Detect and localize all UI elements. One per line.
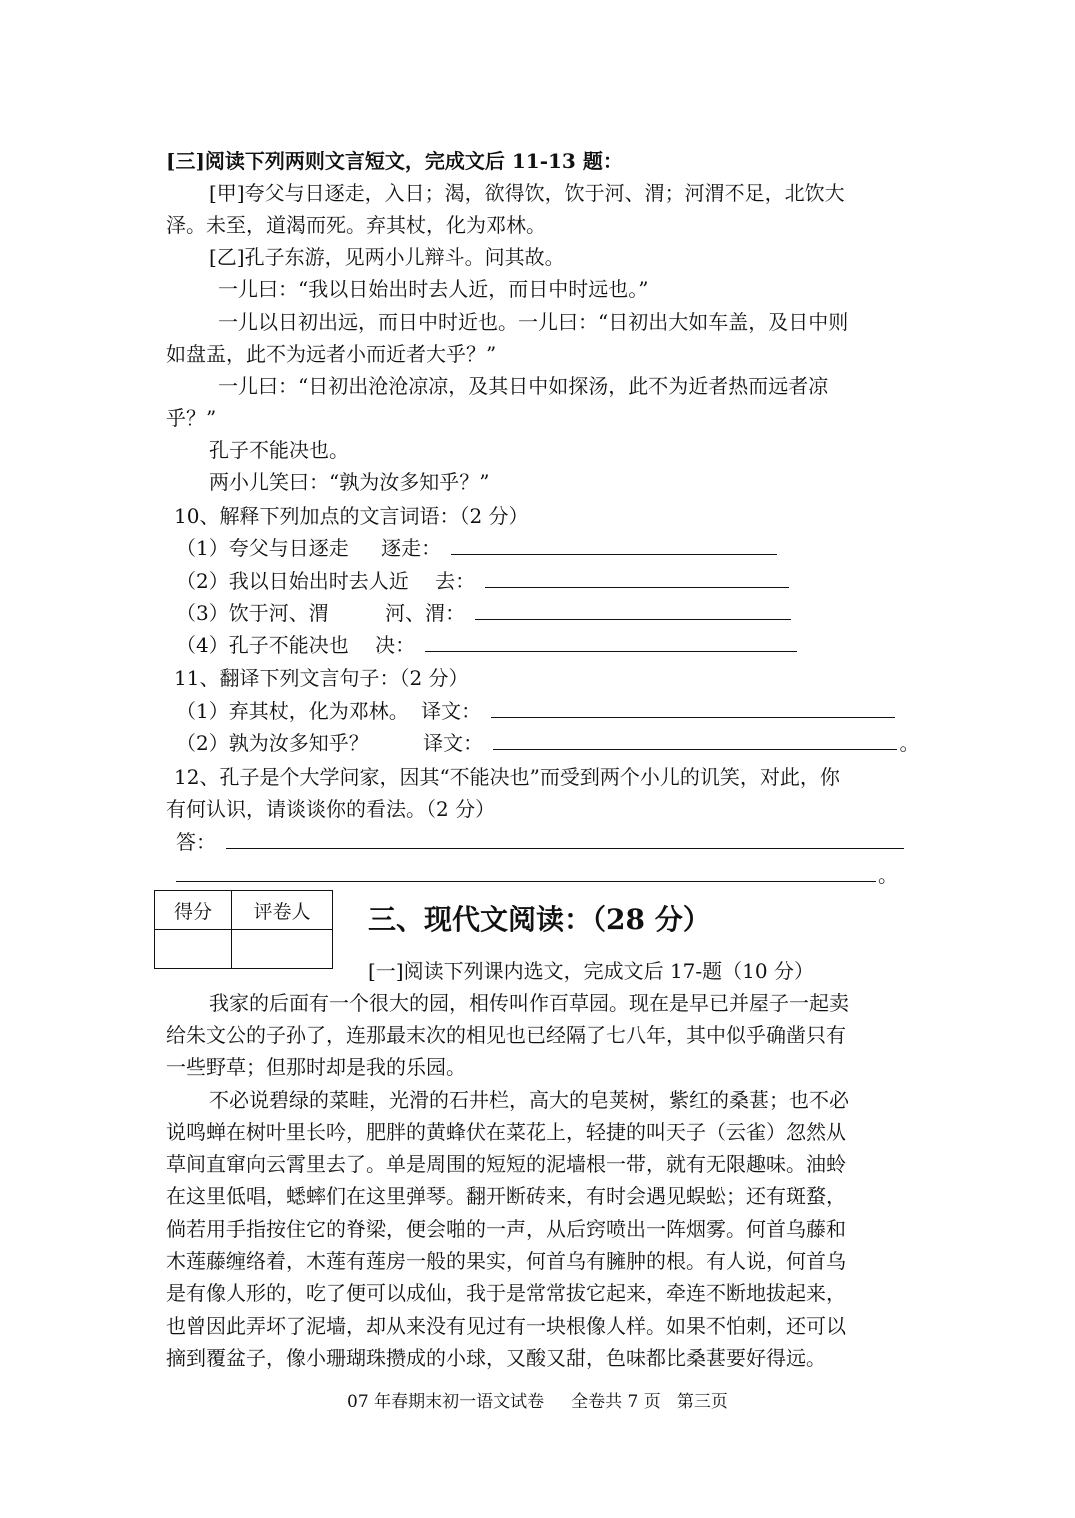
q10-item-2: [176, 568, 789, 594]
score-table: [154, 890, 333, 969]
answer-blank[interactable]: [176, 863, 876, 882]
section-title: 三、现代文阅读：（28 分）: [368, 903, 711, 936]
q10-item-sentence: （3）饮于河、渭: [176, 601, 329, 625]
passage-line: 木莲藤缠络着，木莲有莲房一般的果实，何首乌有臃肿的根。有人说，何首乌: [166, 1249, 846, 1273]
question-12-line: 有何认识，请谈谈你的看法。（2 分）: [166, 797, 496, 821]
passage-line: 摘到覆盆子，像小珊瑚珠攒成的小球，又酸又甜，色味都比桑葚要好得远。: [166, 1346, 826, 1370]
passage-line: 倘若用手指按住它的脊梁，便会啪的一声，从后窍喷出一阵烟雾。何首乌藤和: [166, 1217, 846, 1241]
score-header: 得分: [155, 891, 232, 930]
answer-blank[interactable]: [475, 601, 791, 620]
q12-answer-line: [176, 829, 904, 855]
passage-line: 是有像人形的，吃了便可以成仙，我于是常常拔它起来，牵连不断地拔起来，: [166, 1281, 846, 1305]
passage-line: 泽。未至，道渴而死。弃其杖，化为邓林。: [166, 213, 546, 237]
classical-heading: [三]阅读下列两则文言短文，完成文后 11-13 题：: [166, 149, 623, 173]
q11-item-label: 译文：: [421, 699, 482, 723]
q12-answer-line-2: [176, 862, 898, 888]
passage-line: 给朱文公的子孙了，连那最末次的相见也已经隔了七八年，其中似乎确凿只有: [166, 1023, 846, 1047]
q10-item-sentence: （2）我以日始出时去人近: [176, 569, 409, 593]
grader-cell[interactable]: [232, 930, 333, 969]
passage-line: 一儿以日初出远，而日中时近也。一儿曰：“日初出大如车盖，及日中则: [218, 310, 849, 334]
answer-blank[interactable]: [485, 569, 789, 588]
passage-line: 乎？”: [166, 406, 217, 430]
passage-line: 也曾因此弄坏了泥墙，却从来没有见过有一块根像人样。如果不怕刺，还可以: [166, 1314, 846, 1338]
question-10-stem: 10、解释下列加点的文言词语：（2 分）: [174, 504, 529, 528]
q11-item-sentence: （1）弃其杖，化为邓林。: [176, 699, 409, 723]
q10-item-word: 决：: [375, 633, 416, 657]
passage-line: 孔子不能决也。: [209, 438, 349, 462]
passage-line: 一儿曰：“我以日始出时去人近，而日中时远也。”: [218, 277, 649, 301]
grader-header: 评卷人: [232, 891, 333, 930]
passage-line: 不必说碧绿的菜畦，光滑的石井栏，高大的皂荚树，紫红的桑葚；也不必: [209, 1088, 849, 1112]
passage-line: 在这里低唱，蟋蟀们在这里弹琴。翻开断砖来，有时会遇见蜈蚣；还有斑蝥，: [166, 1184, 846, 1208]
passage-line: [甲]夸父与日逐走，入日；渴，欲得饮，饮于河、渭；河渭不足，北饮大: [209, 181, 845, 205]
q10-item-1: [176, 535, 777, 561]
translation-blank[interactable]: [493, 731, 897, 750]
passage-line: [乙]孔子东游，见两小儿辩斗。问其故。: [209, 245, 565, 269]
passage-line: 两小儿笑曰：“孰为汝多知乎？”: [209, 470, 490, 494]
q10-item-sentence: （4）孔子不能决也: [176, 633, 349, 657]
passage-line: 一儿曰：“日初出沧沧凉凉，及其日中如探汤，此不为近者热而远者凉: [218, 374, 829, 398]
translation-blank[interactable]: [491, 699, 895, 718]
q11-item-sentence: （2）孰为汝多知乎？: [176, 731, 369, 755]
q11-item-1: [176, 698, 895, 724]
passage-line: 说鸣蝉在树叶里长吟，肥胖的黄蜂伏在菜花上，轻捷的叫天子（云雀）忽然从: [166, 1120, 846, 1144]
q10-item-sentence: （1）夸父与日逐走: [176, 536, 349, 560]
end-mark: 。: [878, 863, 898, 887]
passage-line: 如盘盂，此不为远者小而近者大乎？”: [166, 342, 497, 366]
score-cell[interactable]: [155, 930, 232, 969]
page-footer: 07 年春期末初一语文试卷 全卷共 7 页 第三页: [347, 1392, 728, 1412]
q10-item-4: [176, 632, 797, 658]
answer-blank[interactable]: [226, 830, 904, 849]
q10-item-word: 河、渭：: [385, 601, 466, 625]
question-11-stem: 11、翻译下列文言句子：（2 分）: [174, 666, 469, 690]
end-mark: 。: [899, 731, 920, 755]
q10-item-3: [176, 600, 791, 626]
answer-label: 答：: [176, 830, 216, 854]
passage-line: 我家的后面有一个很大的园，相传叫作百草园。现在是早已并屋子一起卖: [209, 991, 849, 1015]
passage-line: 一些野草；但那时却是我的乐园。: [166, 1055, 466, 1079]
q11-item-label: 译文：: [423, 731, 484, 755]
section-sub-heading: [一]阅读下列课内选文，完成文后 17-题（10 分）: [368, 959, 814, 983]
q10-item-word: 逐走：: [381, 536, 442, 560]
answer-blank[interactable]: [425, 633, 797, 652]
q10-item-word: 去：: [435, 569, 476, 593]
question-12-line: 12、孔子是个大学问家，因其“不能决也”而受到两个小儿的讥笑，对此，你: [174, 765, 840, 789]
q11-item-2: [176, 730, 919, 756]
passage-line: 草间直窜向云霄里去了。单是周围的短短的泥墙根一带，就有无限趣味。油蛉: [166, 1152, 846, 1176]
answer-blank[interactable]: [451, 536, 777, 555]
